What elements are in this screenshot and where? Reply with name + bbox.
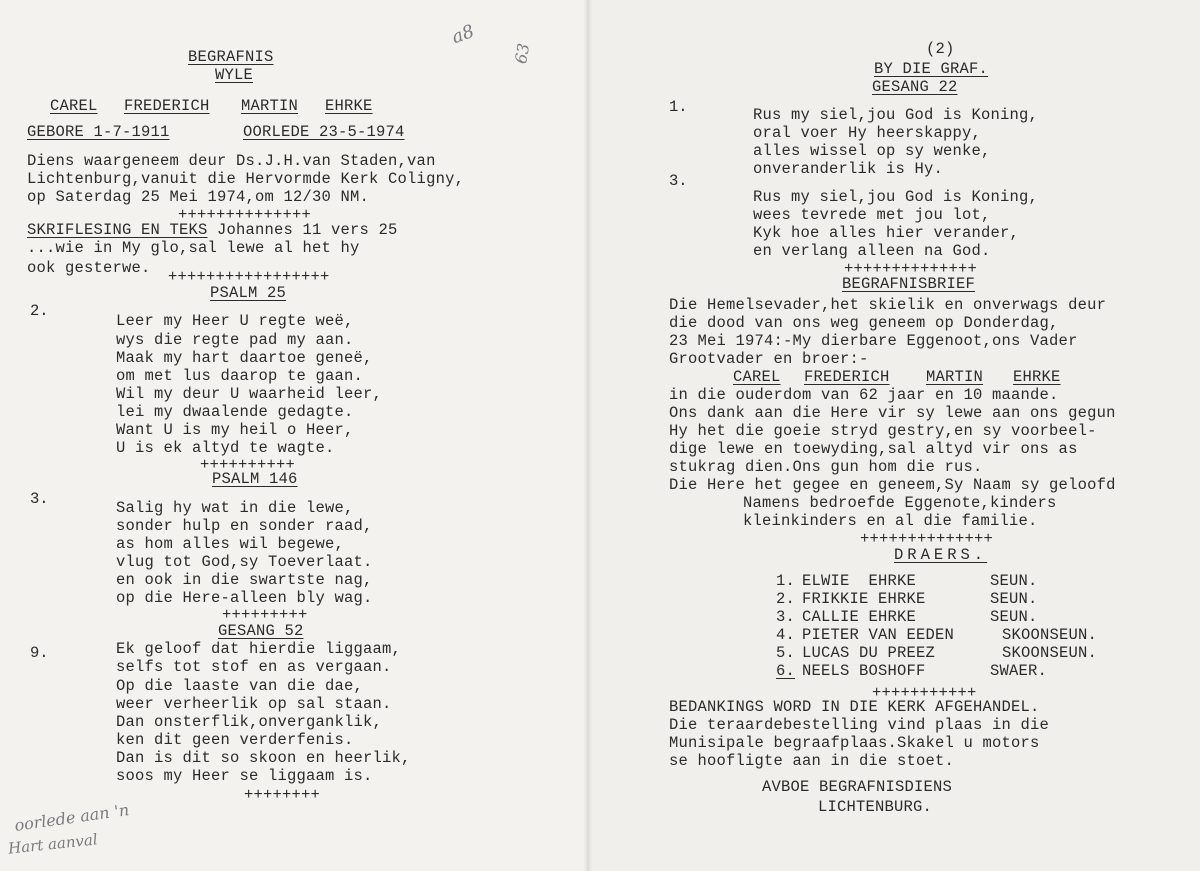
gesang-52-line: selfs tot stof en as vergaan.	[116, 658, 392, 676]
psalm-146-line: en ook in die swartste nag,	[116, 571, 373, 589]
name-martin: MARTIN	[926, 368, 984, 386]
psalm-25-line: wys die regte pad my aan.	[116, 331, 354, 349]
gesang-52-line: Dan onsterflik,onverganklik,	[116, 713, 383, 731]
verse-number: 3.	[669, 172, 688, 190]
birth-date: GEBORE 1-7-1911	[27, 123, 170, 141]
title-begrafnis: BEGRAFNIS	[188, 48, 274, 66]
separator: ++++++++++++++	[860, 530, 994, 548]
name-carel: CAREL	[50, 97, 98, 115]
name-carel: CAREL	[733, 368, 781, 386]
gesang-22-line: Kyk hoe alles hier verander,	[753, 224, 1020, 242]
draer-name: LUCAS DU PREEZ	[802, 644, 936, 662]
draers-title: DRAERS.	[894, 546, 988, 564]
service-line: Lichtenburg,vanuit die Hervormde Kerk Coligny,	[27, 170, 465, 188]
funeral-service-name: AVBOE BEGRAFNISDIENS	[762, 778, 953, 796]
psalm-146-line: Salig hy wat in die lewe,	[116, 499, 354, 517]
verse-number: 9.	[30, 644, 49, 662]
gesang-52-line: soos my Heer se liggaam is.	[116, 767, 373, 785]
letter-line: stukrag dien.Ons gun hom die rus.	[669, 458, 983, 476]
service-line: Diens waargeneem deur Ds.J.H.van Staden,van	[27, 152, 436, 170]
gesang-22-line: Rus my siel,jou God is Koning,	[753, 106, 1039, 124]
name-ehrke: EHRKE	[1013, 368, 1061, 386]
letter-line: Grootvader en broer:-	[669, 350, 869, 368]
draer-number: 1.	[776, 572, 796, 590]
draer-number: 2.	[776, 590, 796, 608]
closing-line: Munisipale begraafplaas.Skakel u motors	[669, 734, 1040, 752]
gesang-52-line: Dan is dit so skoon en heerlik,	[116, 749, 411, 767]
funeral-service-city: LICHTENBURG.	[818, 798, 933, 816]
handwritten-note: oorlede aan 'n	[13, 800, 131, 835]
psalm-146-line: op die Here-alleen bly wag.	[116, 589, 373, 607]
scripture-quote: ...wie in My glo,sal lewe al het hy	[27, 239, 360, 257]
page-number: (2)	[926, 40, 955, 58]
right-page	[592, 0, 1200, 871]
closing-line: Die teraardebestelling vind plaas in die	[669, 716, 1050, 734]
scripture-line	[27, 221, 398, 239]
psalm-146-line: vlug tot God,sy Toeverlaat.	[116, 553, 373, 571]
draer-name: ELWIE EHRKE	[802, 572, 917, 590]
separator: ++++++++++++++	[178, 206, 312, 224]
psalm-25-line: Wil my deur U waarheid leer,	[116, 385, 383, 403]
left-page	[0, 0, 586, 871]
by-die-graf-heading: BY DIE GRAF.	[874, 60, 989, 78]
draer-number: 5.	[776, 644, 796, 662]
draer-name: NEELS BOSHOFF	[802, 662, 926, 680]
closing-line: se hoofligte aan in die stoet.	[669, 752, 955, 770]
closing-line: BEDANKINGS WORD IN DIE KERK AFGEHANDEL.	[669, 698, 1040, 716]
draer-name: CALLIE EHRKE	[802, 608, 917, 626]
psalm-146-title: PSALM 146	[212, 470, 298, 488]
draer-name: FRIKKIE EHRKE	[802, 590, 926, 608]
gesang-22-line: en verlang alleen na God.	[753, 242, 991, 260]
letter-line: Ons dank aan die Here vir sy lewe aan ons gegun	[669, 404, 1116, 422]
name-martin: MARTIN	[241, 97, 299, 115]
letter-line: die dood van ons weg geneem op Donderdag,	[669, 314, 1059, 332]
separator: ++++++++	[244, 786, 321, 804]
verse-number: 3.	[30, 490, 49, 508]
corner-note: 63	[511, 41, 534, 66]
psalm-25-line: Want U is my heil o Heer,	[116, 421, 354, 439]
scripture-reference: Johannes 11 vers 25	[207, 221, 398, 239]
begrafnisbrief-title: BEGRAFNISBRIEF	[842, 275, 976, 293]
letter-line: Die Hemelsevader,het skielik en onverwags deur	[669, 296, 1107, 314]
draer-relation: SEUN.	[990, 572, 1038, 590]
service-line: op Saterdag 25 Mei 1974,om 12/30 NM.	[27, 188, 370, 206]
draer-relation: SEUN.	[990, 590, 1038, 608]
letter-line: Hy het die goeie stryd gestry,en sy voorbeel-	[669, 422, 1097, 440]
gesang-52-line: Ek geloof dat hierdie liggaam,	[116, 640, 402, 658]
draer-relation: SKOONSEUN.	[1002, 626, 1098, 644]
name-ehrke: EHRKE	[325, 97, 373, 115]
draer-name: PIETER VAN EEDEN	[802, 626, 955, 644]
separator: ++++++++++++++	[844, 260, 978, 278]
gesang-22-line: onveranderlik is Hy.	[753, 160, 944, 178]
separator: +++++++++	[222, 606, 308, 624]
draer-relation: SWAER.	[990, 662, 1048, 680]
gesang-22-line: Rus my siel,jou God is Koning,	[753, 188, 1039, 206]
psalm-146-line: sonder hulp en sonder raad,	[116, 517, 373, 535]
gesang-52-line: weer verheerlik op sal staan.	[116, 695, 392, 713]
gesang-22-line: wees tevrede met jou lot,	[753, 206, 991, 224]
gesang-22-line: alles wissel op sy wenke,	[753, 142, 991, 160]
draer-number: 4.	[776, 626, 796, 644]
letter-line: Die Here het gegee en geneem,Sy Naam sy geloofd	[669, 476, 1116, 494]
verse-number: 2.	[30, 302, 49, 320]
gesang-52-line: Op die laaste van die dae,	[116, 677, 364, 695]
gesang-22-title: GESANG 22	[872, 78, 958, 96]
draer-number: 6.	[776, 662, 796, 680]
name-frederich: FREDERICH	[124, 97, 210, 115]
gesang-52-line: ken dit geen verderfenis.	[116, 731, 354, 749]
corner-note: a8	[449, 20, 478, 49]
scripture-quote-end: ook gesterwe.	[27, 259, 151, 277]
psalm-25-line: om met lus daarop te gaan.	[116, 367, 364, 385]
letter-line: dige lewe en toewyding,sal altyd vir ons as	[669, 440, 1078, 458]
letter-line: 23 Mei 1974:-My dierbare Eggenoot,ons Vader	[669, 332, 1078, 350]
letter-line: in die ouderdom van 62 jaar en 10 maande.	[669, 386, 1059, 404]
draer-relation: SKOONSEUN.	[1002, 644, 1098, 662]
psalm-25-line: U is ek altyd te wagte.	[116, 439, 335, 457]
psalm-146-line: as hom alles wil begewe,	[116, 535, 345, 553]
letter-line: Namens bedroefde Eggenote,kinders	[743, 494, 1057, 512]
name-frederich: FREDERICH	[804, 368, 890, 386]
death-date: OORLEDE 23-5-1974	[243, 123, 405, 141]
psalm-25-title: PSALM 25	[210, 284, 287, 302]
draer-number: 3.	[776, 608, 796, 626]
separator: ++++++++++	[200, 456, 296, 474]
gesang-22-line: oral voer Hy heerskappy,	[753, 124, 982, 142]
scripture-label: SKRIFLESING EN TEKS	[27, 221, 208, 239]
separator: +++++++++++	[872, 684, 977, 702]
separator: +++++++++++++++++	[168, 268, 330, 286]
letter-line: kleinkinders en al die familie.	[743, 512, 1038, 530]
verse-number: 1.	[669, 98, 688, 116]
title-wyle: WYLE	[215, 66, 254, 84]
handwritten-note: Hart aanval	[7, 830, 99, 858]
psalm-25-line: Maak my hart daartoe geneë,	[116, 349, 373, 367]
draer-relation: SEUN.	[990, 608, 1038, 626]
psalm-25-line: lei my dwaalende gedagte.	[116, 403, 354, 421]
gesang-52-title: GESANG 52	[218, 622, 304, 640]
psalm-25-line: Leer my Heer U regte weë,	[116, 312, 354, 330]
